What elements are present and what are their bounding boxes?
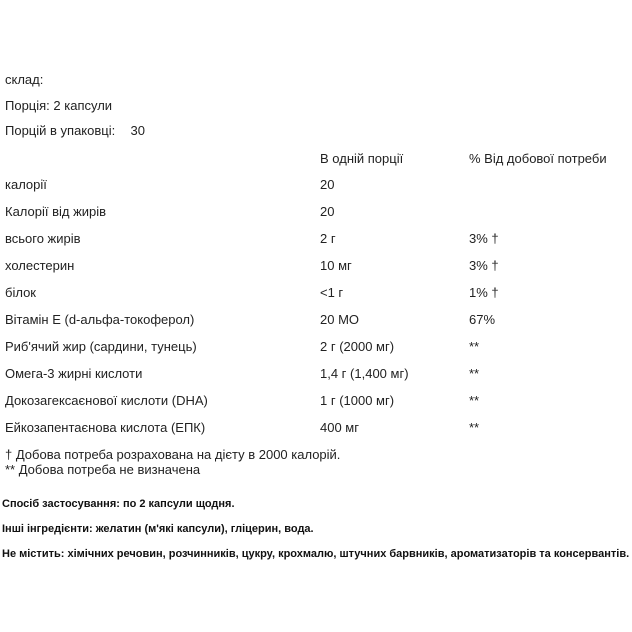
composition-label: склад: bbox=[5, 72, 44, 87]
row-name: всього жирів bbox=[5, 231, 81, 246]
row-name: Ейкозапентаєнова кислота (ЕПК) bbox=[5, 420, 206, 435]
row-serving: 20 bbox=[320, 204, 335, 219]
row-serving: 10 мг bbox=[320, 258, 352, 273]
row-daily-value: 3% † bbox=[469, 258, 499, 273]
row-serving: 2 г bbox=[320, 231, 336, 246]
header-daily-value: % Від добової потреби bbox=[469, 151, 607, 166]
table-row bbox=[5, 204, 625, 220]
row-daily-value: ** bbox=[469, 420, 480, 435]
table-row bbox=[5, 393, 625, 409]
servings-per-container-label: Порцій в упаковці: bbox=[5, 123, 116, 138]
serving-size: Порція: 2 капсули bbox=[5, 98, 113, 113]
row-serving: 20 bbox=[320, 177, 335, 192]
row-serving: 1 г (1000 мг) bbox=[320, 393, 395, 408]
row-name: Омега-3 жирні кислоти bbox=[5, 366, 143, 381]
table-header bbox=[5, 151, 625, 167]
row-name: білок bbox=[5, 285, 36, 300]
table-row bbox=[5, 285, 625, 301]
row-serving: 20 МО bbox=[320, 312, 360, 327]
row-name: Докозагексаєнової кислоти (DHA) bbox=[5, 393, 208, 408]
footnote-double-asterisk: ** Добова потреба не визначена bbox=[5, 462, 201, 477]
header-per-serving: В одній порції bbox=[320, 151, 404, 166]
row-serving: <1 г bbox=[320, 285, 344, 300]
row-name: Вітамін Е (d-альфа-токоферол) bbox=[5, 312, 195, 327]
row-daily-value: ** bbox=[469, 393, 480, 408]
free-of-statement: Не містить: хімічних речовин, розчинників, цукру, крохмалю, штучних барвників, ароматизаторів та консервантів. bbox=[2, 548, 630, 560]
row-daily-value: ** bbox=[469, 339, 480, 354]
footnote-dagger: † Добова потреба розрахована на дієту в 2000 калорій. bbox=[5, 447, 341, 462]
table-row bbox=[5, 420, 625, 436]
table-row bbox=[5, 366, 625, 382]
row-daily-value: 67% bbox=[469, 312, 496, 327]
row-daily-value: ** bbox=[469, 366, 480, 381]
row-name: Риб'ячий жир (сардини, тунець) bbox=[5, 339, 197, 354]
row-serving: 1,4 г (1,400 мг) bbox=[320, 366, 409, 381]
servings-per-container bbox=[5, 123, 145, 139]
row-daily-value: 3% † bbox=[469, 231, 499, 246]
table-row bbox=[5, 177, 625, 193]
table-row bbox=[5, 339, 625, 355]
row-daily-value: 1% † bbox=[469, 285, 499, 300]
row-name: калорії bbox=[5, 177, 47, 192]
other-ingredients: Інші інгредієнти: желатин (м'які капсули), гліцерин, вода. bbox=[2, 523, 314, 535]
row-name: холестерин bbox=[5, 258, 75, 273]
row-serving: 2 г (2000 мг) bbox=[320, 339, 395, 354]
servings-per-container-value: 30 bbox=[130, 123, 145, 138]
usage-instructions: Спосіб застосування: по 2 капсули щодня. bbox=[2, 498, 235, 510]
table-row bbox=[5, 312, 625, 328]
table-row bbox=[5, 258, 625, 274]
table-row bbox=[5, 231, 625, 247]
row-name: Калорії від жирів bbox=[5, 204, 107, 219]
row-serving: 400 мг bbox=[320, 420, 359, 435]
